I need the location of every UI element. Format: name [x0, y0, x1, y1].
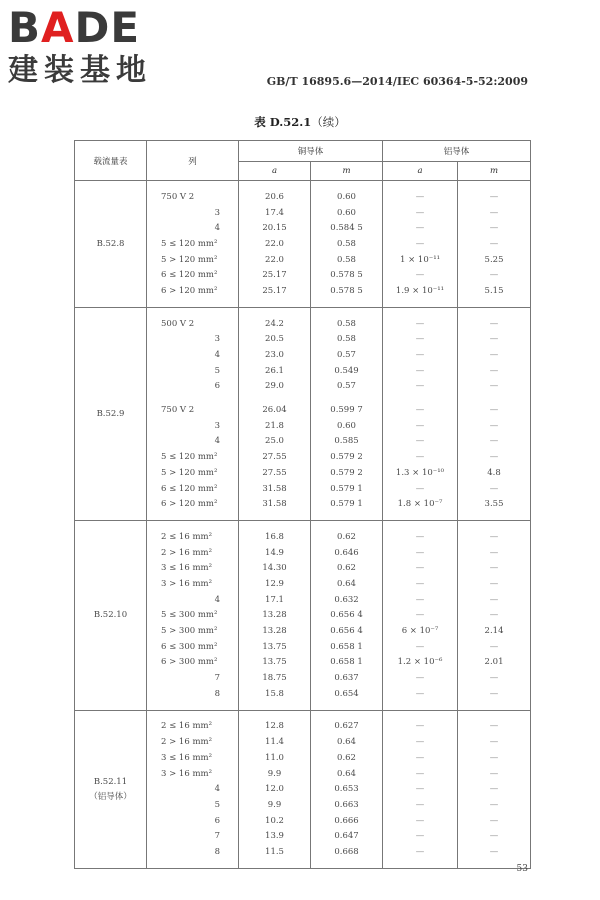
- aluminium-m: —: [489, 436, 499, 447]
- logo-subtitle: 建装基地: [8, 53, 152, 88]
- copper-m: 0.658 1: [311, 655, 383, 671]
- aluminium-m: —: [489, 191, 499, 202]
- logo-wordmark: BADE: [8, 3, 141, 52]
- aluminium-m: —: [489, 784, 499, 795]
- column-label: 3 ≤ 16 mm²: [147, 750, 239, 766]
- copper-a: 20.6: [239, 189, 311, 205]
- data-table: [74, 140, 531, 869]
- aluminium-a: —: [383, 205, 458, 221]
- page-number: 53: [516, 864, 528, 874]
- aluminium-a: —: [383, 379, 458, 395]
- column-label: 6 > 120 mm²: [147, 496, 239, 512]
- copper-m: 0.632: [311, 592, 383, 608]
- aluminium-m: —: [489, 721, 499, 732]
- header-copper-a: a: [239, 162, 311, 181]
- group-name-text: B.52.9: [96, 408, 125, 419]
- aluminium-a: —: [383, 220, 458, 236]
- aluminium-a: —: [383, 719, 458, 735]
- copper-m: 0.579 2: [311, 465, 383, 481]
- copper-a: 15.8: [239, 686, 311, 702]
- copper-a: 13.28: [239, 608, 311, 624]
- column-label: 5 ≤ 120 mm²: [147, 449, 239, 465]
- group-name-text: B.52.8: [96, 238, 125, 249]
- copper-m: 0.578 5: [311, 267, 383, 283]
- copper-m: 0.58: [311, 236, 383, 252]
- column-label: 750 V 2: [147, 402, 239, 418]
- copper-a: 24.2: [239, 316, 311, 332]
- aluminium-m: —: [489, 563, 499, 574]
- copper-a: 12.9: [239, 576, 311, 592]
- aluminium-m: —: [489, 641, 499, 652]
- copper-m: 0.60: [311, 189, 383, 205]
- copper-m: 0.64: [311, 576, 383, 592]
- table-caption: 表 D.52.1（续）: [254, 115, 346, 129]
- copper-m: 0.549: [311, 363, 383, 379]
- bade-logo: [8, 3, 178, 90]
- aluminium-m: 2.01: [484, 657, 504, 668]
- aluminium-a: —: [383, 813, 458, 829]
- aluminium-m: 4.8: [487, 467, 501, 478]
- aluminium-m: —: [489, 831, 499, 842]
- aluminium-a: —: [383, 529, 458, 545]
- aluminium-a: —: [383, 418, 458, 434]
- aluminium-m: —: [489, 578, 499, 589]
- copper-a: 26.1: [239, 363, 311, 379]
- copper-a: 13.28: [239, 623, 311, 639]
- aluminium-m: —: [489, 334, 499, 345]
- aluminium-a: —: [383, 766, 458, 782]
- aluminium-a: —: [383, 560, 458, 576]
- copper-m: 0.62: [311, 750, 383, 766]
- column-label: 500 V 2: [147, 316, 239, 332]
- column-label: 7: [147, 670, 239, 686]
- copper-m: 0.64: [311, 734, 383, 750]
- aluminium-a: —: [383, 670, 458, 686]
- copper-a: 12.8: [239, 719, 311, 735]
- aluminium-m: —: [489, 420, 499, 431]
- table-body: [75, 181, 531, 869]
- aluminium-m: —: [489, 350, 499, 361]
- aluminium-m: —: [489, 483, 499, 494]
- column-label: 4: [147, 592, 239, 608]
- aluminium-a: —: [383, 797, 458, 813]
- aluminium-a: —: [383, 236, 458, 252]
- copper-m: 0.666: [311, 813, 383, 829]
- column-label: 2 > 16 mm²: [147, 734, 239, 750]
- copper-m: 0.656 4: [311, 623, 383, 639]
- copper-m: 0.653: [311, 781, 383, 797]
- group-name: [75, 710, 147, 868]
- copper-m: 0.58: [311, 252, 383, 268]
- copper-a: 11.0: [239, 750, 311, 766]
- aluminium-m: —: [489, 737, 499, 748]
- copper-m: 0.57: [311, 379, 383, 395]
- header-table-name: 载流量表: [75, 141, 147, 181]
- copper-a: 22.0: [239, 252, 311, 268]
- aluminium-m: —: [489, 799, 499, 810]
- copper-a: 17.4: [239, 205, 311, 221]
- copper-a: 25.0: [239, 434, 311, 450]
- copper-a: 14.30: [239, 560, 311, 576]
- copper-m: 0.599 7: [311, 402, 383, 418]
- copper-a: 31.58: [239, 496, 311, 512]
- aluminium-a: —: [383, 734, 458, 750]
- standard-number: GB/T 16895.6—2014/IEC 60364-5-52:2009: [266, 75, 528, 88]
- copper-a: 27.55: [239, 449, 311, 465]
- aluminium-a: —: [383, 608, 458, 624]
- copper-a: 11.4: [239, 734, 311, 750]
- aluminium-a: —: [383, 639, 458, 655]
- aluminium-a: —: [383, 449, 458, 465]
- copper-a: 14.9: [239, 545, 311, 561]
- header-copper: 铜导体: [239, 141, 383, 162]
- copper-a: 11.5: [239, 844, 311, 860]
- aluminium-a: —: [383, 316, 458, 332]
- aluminium-m: —: [489, 752, 499, 763]
- column-label: 750 V 2: [147, 189, 239, 205]
- aluminium-m: 3.55: [484, 499, 504, 510]
- copper-m: 0.579 1: [311, 496, 383, 512]
- aluminium-m: —: [489, 688, 499, 699]
- column-label: 6 ≤ 120 mm²: [147, 481, 239, 497]
- aluminium-a: 1.2 × 10⁻⁶: [383, 655, 458, 671]
- aluminium-m: —: [489, 531, 499, 542]
- aluminium-m: —: [489, 610, 499, 621]
- copper-m: 0.579 2: [311, 449, 383, 465]
- aluminium-a: —: [383, 402, 458, 418]
- aluminium-m: —: [489, 223, 499, 234]
- aluminium-a: —: [383, 267, 458, 283]
- column-label: 4: [147, 220, 239, 236]
- aluminium-m: —: [489, 594, 499, 605]
- copper-m: 0.647: [311, 828, 383, 844]
- column-label: 4: [147, 781, 239, 797]
- aluminium-a: —: [383, 347, 458, 363]
- column-label: 2 > 16 mm²: [147, 545, 239, 561]
- copper-m: 0.57: [311, 347, 383, 363]
- copper-a: 17.1: [239, 592, 311, 608]
- aluminium-a: —: [383, 750, 458, 766]
- header-al-m: m: [458, 162, 531, 181]
- copper-a: 12.0: [239, 781, 311, 797]
- aluminium-a: 6 × 10⁻⁷: [383, 623, 458, 639]
- aluminium-a: —: [383, 189, 458, 205]
- copper-m: 0.584 5: [311, 220, 383, 236]
- header-al-a: a: [383, 162, 458, 181]
- group-name: [75, 181, 147, 308]
- aluminium-a: 1.9 × 10⁻¹¹: [383, 283, 458, 299]
- copper-a: 10.2: [239, 813, 311, 829]
- aluminium-m: —: [489, 846, 499, 857]
- column-label: 5: [147, 797, 239, 813]
- column-label: 3: [147, 205, 239, 221]
- copper-a: 13.9: [239, 828, 311, 844]
- copper-a: 29.0: [239, 379, 311, 395]
- group-name-note: （铝导体）: [89, 791, 132, 802]
- column-label: 5 ≤ 120 mm²: [147, 236, 239, 252]
- aluminium-m: —: [489, 270, 499, 281]
- column-label: 7: [147, 828, 239, 844]
- copper-a: 9.9: [239, 797, 311, 813]
- copper-a: 18.75: [239, 670, 311, 686]
- column-label: 4: [147, 347, 239, 363]
- aluminium-a: —: [383, 686, 458, 702]
- copper-a: 13.75: [239, 639, 311, 655]
- aluminium-a: 1 × 10⁻¹¹: [383, 252, 458, 268]
- copper-m: 0.60: [311, 205, 383, 221]
- copper-a: 31.58: [239, 481, 311, 497]
- copper-m: 0.627: [311, 719, 383, 735]
- aluminium-m: —: [489, 381, 499, 392]
- column-label: 5 > 300 mm²: [147, 623, 239, 639]
- aluminium-a: —: [383, 828, 458, 844]
- column-label: 3: [147, 418, 239, 434]
- column-label: 3 > 16 mm²: [147, 576, 239, 592]
- column-label: 5 > 120 mm²: [147, 252, 239, 268]
- copper-m: 0.637: [311, 670, 383, 686]
- column-label: 6 ≤ 120 mm²: [147, 267, 239, 283]
- aluminium-a: —: [383, 781, 458, 797]
- copper-m: 0.663: [311, 797, 383, 813]
- column-label: 2 ≤ 16 mm²: [147, 529, 239, 545]
- copper-m: 0.62: [311, 529, 383, 545]
- group-name-text: B.52.10: [93, 610, 128, 621]
- aluminium-a: —: [383, 434, 458, 450]
- copper-m: 0.656 4: [311, 608, 383, 624]
- header-copper-m: m: [311, 162, 383, 181]
- column-label: 2 ≤ 16 mm²: [147, 719, 239, 735]
- aluminium-m: 5.25: [484, 254, 504, 265]
- copper-a: 22.0: [239, 236, 311, 252]
- copper-a: 13.75: [239, 655, 311, 671]
- copper-m: 0.585: [311, 434, 383, 450]
- aluminium-a: —: [383, 481, 458, 497]
- copper-a: 20.5: [239, 332, 311, 348]
- column-label: 6: [147, 813, 239, 829]
- aluminium-m: —: [489, 673, 499, 684]
- column-label: 8: [147, 844, 239, 860]
- aluminium-a: —: [383, 363, 458, 379]
- aluminium-m: —: [489, 452, 499, 463]
- copper-a: 20.15: [239, 220, 311, 236]
- aluminium-a: —: [383, 592, 458, 608]
- aluminium-m: 5.15: [484, 285, 504, 296]
- aluminium-a: —: [383, 844, 458, 860]
- column-label: 6 ≤ 300 mm²: [147, 639, 239, 655]
- column-label: 6 > 120 mm²: [147, 283, 239, 299]
- aluminium-m: —: [489, 365, 499, 376]
- group-name-text: B.52.11: [93, 776, 128, 787]
- copper-a: 21.8: [239, 418, 311, 434]
- copper-a: 25.17: [239, 283, 311, 299]
- group-name: [75, 521, 147, 711]
- aluminium-a: 1.8 × 10⁻⁷: [383, 496, 458, 512]
- column-label: 3 > 16 mm²: [147, 766, 239, 782]
- copper-m: 0.60: [311, 418, 383, 434]
- copper-m: 0.658 1: [311, 639, 383, 655]
- column-label: 6 > 300 mm²: [147, 655, 239, 671]
- header-aluminium: 铝导体: [383, 141, 531, 162]
- column-label: 8: [147, 686, 239, 702]
- aluminium-a: —: [383, 576, 458, 592]
- copper-a: 26.04: [239, 402, 311, 418]
- column-label: 5 > 120 mm²: [147, 465, 239, 481]
- copper-a: 25.17: [239, 267, 311, 283]
- copper-m: 0.62: [311, 560, 383, 576]
- aluminium-m: —: [489, 238, 499, 249]
- column-label: 5: [147, 363, 239, 379]
- copper-m: 0.64: [311, 766, 383, 782]
- aluminium-m: —: [489, 318, 499, 329]
- group-name: [75, 307, 147, 520]
- column-label: 3: [147, 332, 239, 348]
- header-column: 列: [147, 141, 239, 181]
- aluminium-a: —: [383, 545, 458, 561]
- aluminium-a: 1.3 × 10⁻¹⁰: [383, 465, 458, 481]
- copper-a: 9.9: [239, 766, 311, 782]
- column-label: 4: [147, 434, 239, 450]
- aluminium-m: —: [489, 405, 499, 416]
- copper-m: 0.578 5: [311, 283, 383, 299]
- copper-a: 23.0: [239, 347, 311, 363]
- copper-a: 16.8: [239, 529, 311, 545]
- aluminium-m: —: [489, 547, 499, 558]
- copper-m: 0.58: [311, 332, 383, 348]
- aluminium-m: —: [489, 815, 499, 826]
- aluminium-m: —: [489, 768, 499, 779]
- copper-m: 0.654: [311, 686, 383, 702]
- aluminium-m: 2.14: [484, 626, 504, 637]
- column-label: 3 ≤ 16 mm²: [147, 560, 239, 576]
- copper-m: 0.668: [311, 844, 383, 860]
- copper-a: 27.55: [239, 465, 311, 481]
- column-label: 6: [147, 379, 239, 395]
- aluminium-a: —: [383, 332, 458, 348]
- column-label: 5 ≤ 300 mm²: [147, 608, 239, 624]
- copper-m: 0.579 1: [311, 481, 383, 497]
- copper-m: 0.58: [311, 316, 383, 332]
- copper-m: 0.646: [311, 545, 383, 561]
- aluminium-m: —: [489, 207, 499, 218]
